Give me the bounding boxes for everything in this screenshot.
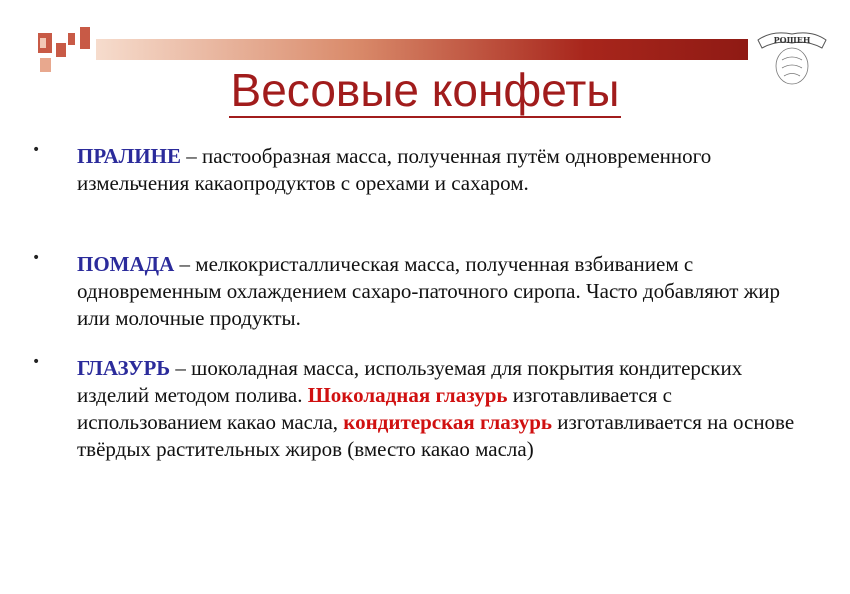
definition-praline: – пастообразная масса, полученная путём одновременного измельчения какаопродуктов с орехами и сахаром.: [77, 144, 712, 195]
decor-square-2: [40, 38, 46, 48]
term-praline: ПРАЛИНЕ: [77, 144, 181, 168]
definition-pomada: – мелкокристаллическая масса, полученная взбиванием с одновременным охлаждением сахаро-паточного сиропа. Часто добавляют жир или молочные продукты.: [77, 252, 780, 330]
highlight-chocolate-glaze: Шоколадная глазурь: [307, 383, 508, 407]
bullet-item-glaze: [77, 355, 797, 463]
logo-text: РОШЕН: [773, 35, 811, 45]
bullet-item-pomada: [77, 251, 797, 332]
definition-glaze-part2: изготавливается с использованием какао масла,: [77, 383, 672, 434]
decor-square-4: [68, 33, 75, 45]
header-gradient-bar: [96, 39, 748, 60]
term-glaze: ГЛАЗУРЬ: [77, 356, 171, 380]
bullet-item-praline: [77, 143, 797, 197]
slide-title: [0, 62, 850, 118]
decor-square-5: [80, 27, 90, 49]
decor-square-3: [56, 43, 66, 57]
bullet-dot-2: •: [32, 250, 41, 266]
bullet-dot-1: •: [32, 142, 41, 158]
highlight-confectionery-glaze: кондитерская глазурь: [343, 410, 553, 434]
definition-glaze-part1: – шоколадная масса, используемая для покрытия кондитерских изделий методом полива.: [77, 356, 743, 407]
title-text: Весовые конфеты: [230, 64, 620, 116]
definition-glaze-part3: изготавливается на основе твёрдых растительных жиров (вместо какао масла): [77, 410, 795, 461]
bullet-dot-3: •: [32, 354, 41, 370]
term-pomada: ПОМАДА: [77, 252, 175, 276]
